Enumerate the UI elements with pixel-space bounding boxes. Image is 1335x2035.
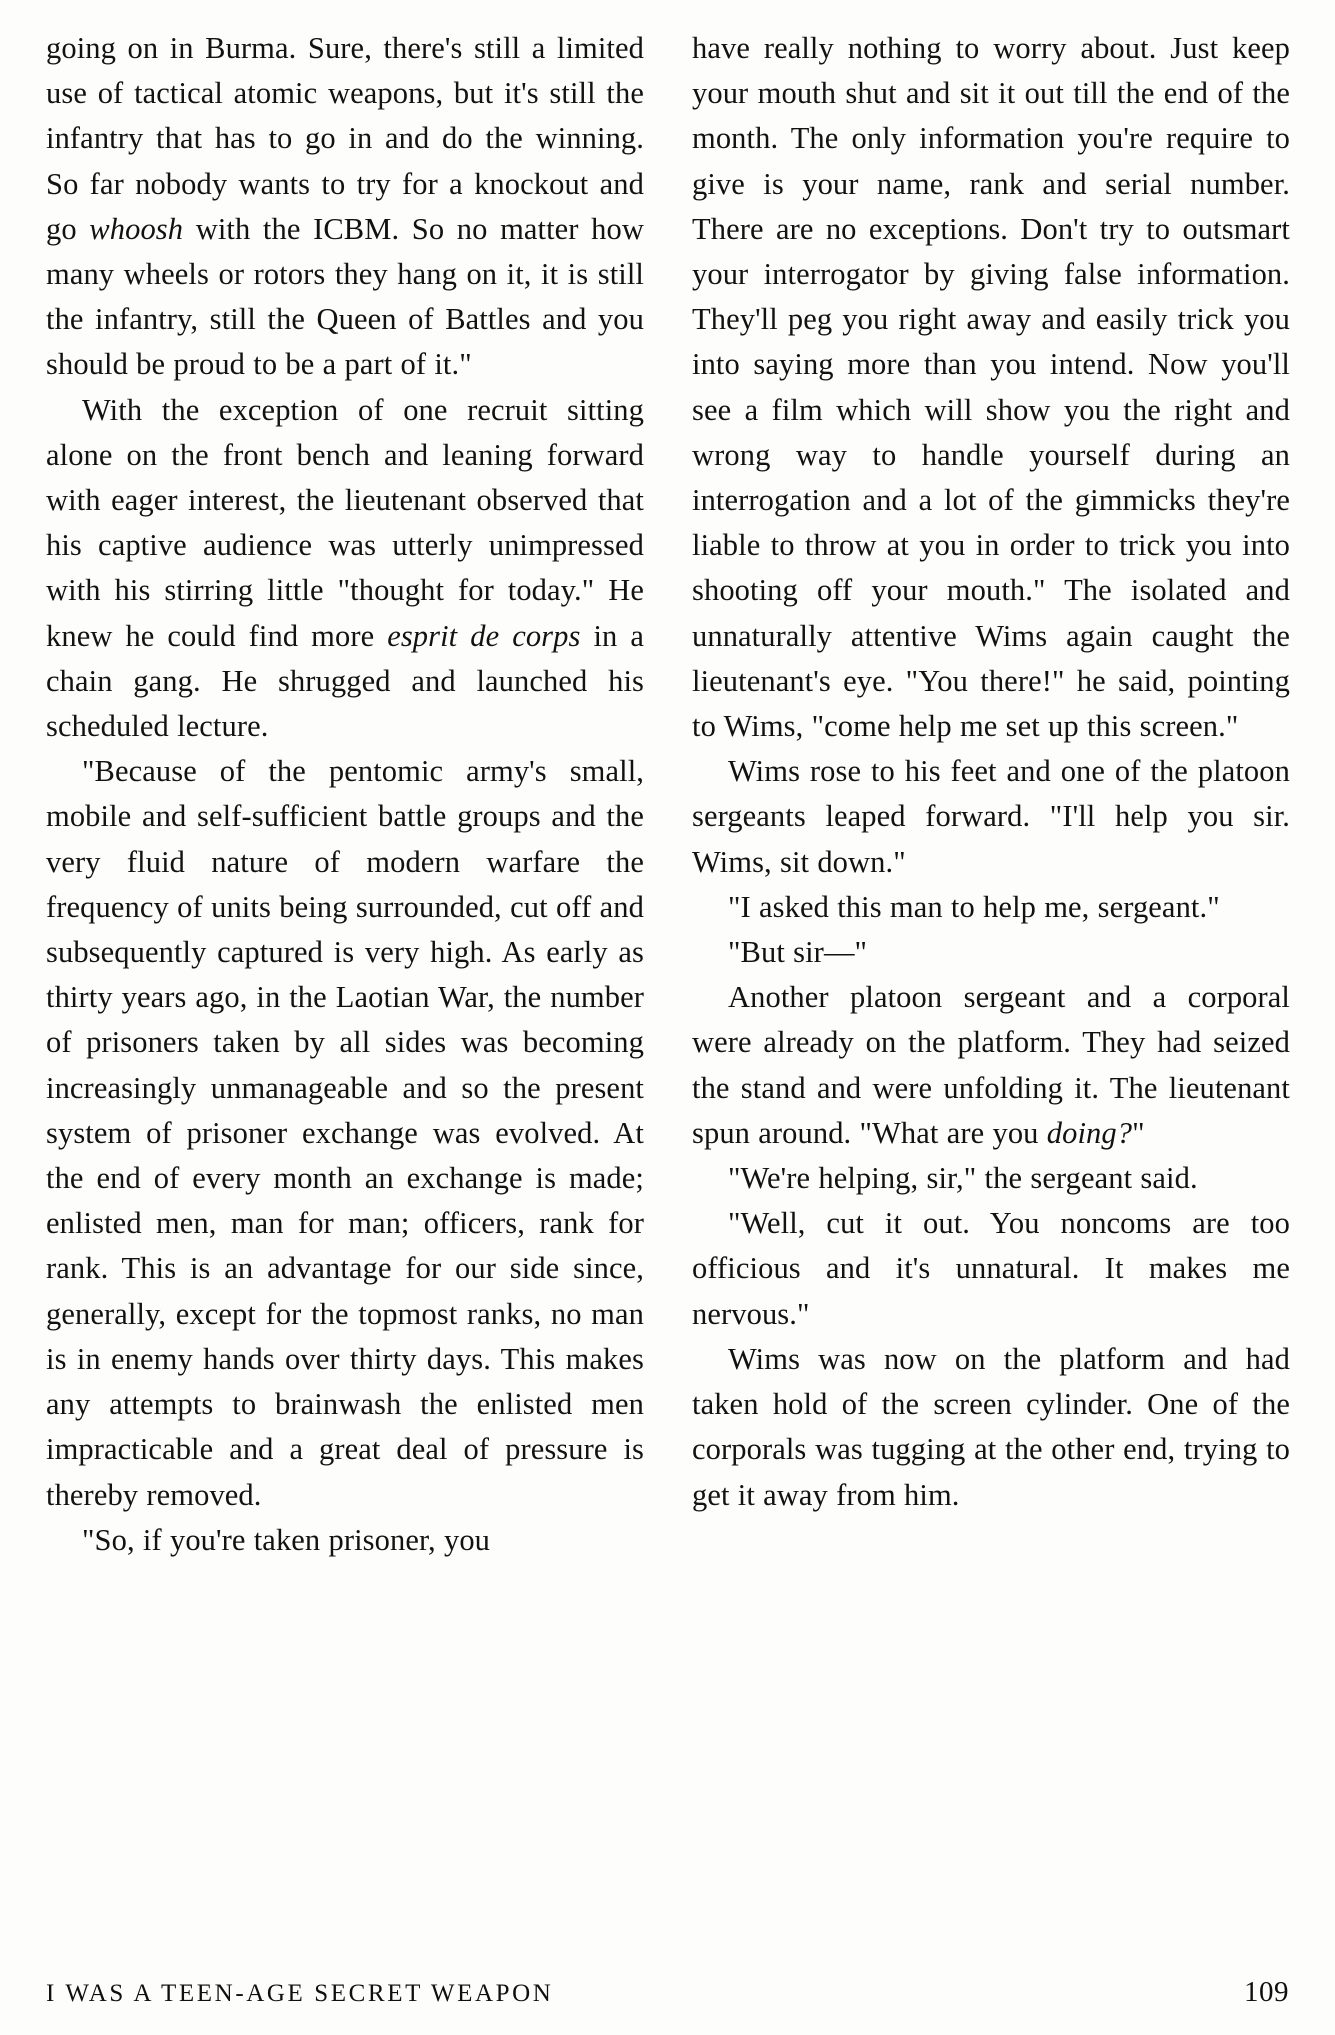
paragraph: "Well, cut it out. You noncoms are too officious and it's unnatural. It makes me nervous." [692,1206,1290,1331]
paragraph: Another platoon sergeant and a corporal were already on the platform. They had seized the stand and were unfolding it. The lieutenant spun around. "What are you doing?" [692,980,1290,1150]
page-number: 109 [1244,1976,1289,2008]
paragraph: Wims was now on the platform and had taken hold of the screen cylinder. One of the corporals was tugging at the other end, trying to get it away from him. [692,1341,1290,1512]
left-text-column [46,26,644,1931]
paragraph: "But sir—" [728,935,868,970]
paragraph: "Because of the pentomic army's small, mobile and self-sufficient battle groups and the very fluid nature of modern warfare the frequency of units being surrounded, cut off and subsequently captured is very high. As early as thirty years ago, in the Laotian War, the number of prisoners taken by all sides was becoming increasingly unmanageable and so the present system of prisoner exchange was evolved. At the end of every month an exchange is made; enlisted men, man for man; officers, rank for rank. This is an advantage for our side since, generally, except for the topmost ranks, no man is in enemy hands over thirty days. This makes any attempts to brainwash the enlisted men impracticable and a great deal of pressure is thereby removed. [46,754,644,1512]
paragraph: Wims rose to his feet and one of the platoon sergeants leaped forward. "I'll help you sir. Wims, sit down." [692,754,1290,879]
paragraph: have really nothing to worry about. Just keep your mouth shut and sit it out till the end of the month. The only information you're require to give is your name, rank and serial number. There are no exceptions. Don't try to outsmart your interrogator by giving false information. They'll peg you right away and easily trick you into saying more than you intend. Now you'll see a film which will show you the right and wrong way to handle yourself during an interrogation and a lot of the gimmicks they're liable to throw at you in order to trick you into shooting off your mouth." The isolated and unnaturally attentive Wims again caught the lieutenant's eye. "You there!" he said, pointing to Wims, "come help me set up this screen." [692,31,1290,744]
text-columns [46,26,1289,1931]
running-title: I WAS A TEEN-AGE SECRET WEAPON [46,1980,554,2007]
paragraph: "We're helping, sir," the sergeant said. [728,1161,1198,1196]
right-text-column [692,26,1290,1931]
paragraph: With the exception of one recruit sitting alone on the front bench and leaning forward with eager interest, the lieutenant observed that his captive audience was utterly unimpressed with his stirring little "thought for today." He knew he could find more esprit de corps in a chain gang. He shrugged and launched his scheduled lecture. [46,392,644,744]
page-footer [46,1976,1289,2009]
paragraph: going on in Burma. Sure, there's still a limited use of tactical atomic weapons, but it's still the infantry that has to go in and do the winning. So far nobody wants to try for a knockout and go whoosh with the ICBM. So no matter how many wheels or rotors they hang on it, it is still the infantry, still the Queen of Battles and you should be proud to be a part of it." [46,31,644,382]
paragraph: "I asked this man to help me, sergeant." [728,889,1220,924]
paragraph: "So, if you're taken prisoner, you [82,1522,491,1557]
